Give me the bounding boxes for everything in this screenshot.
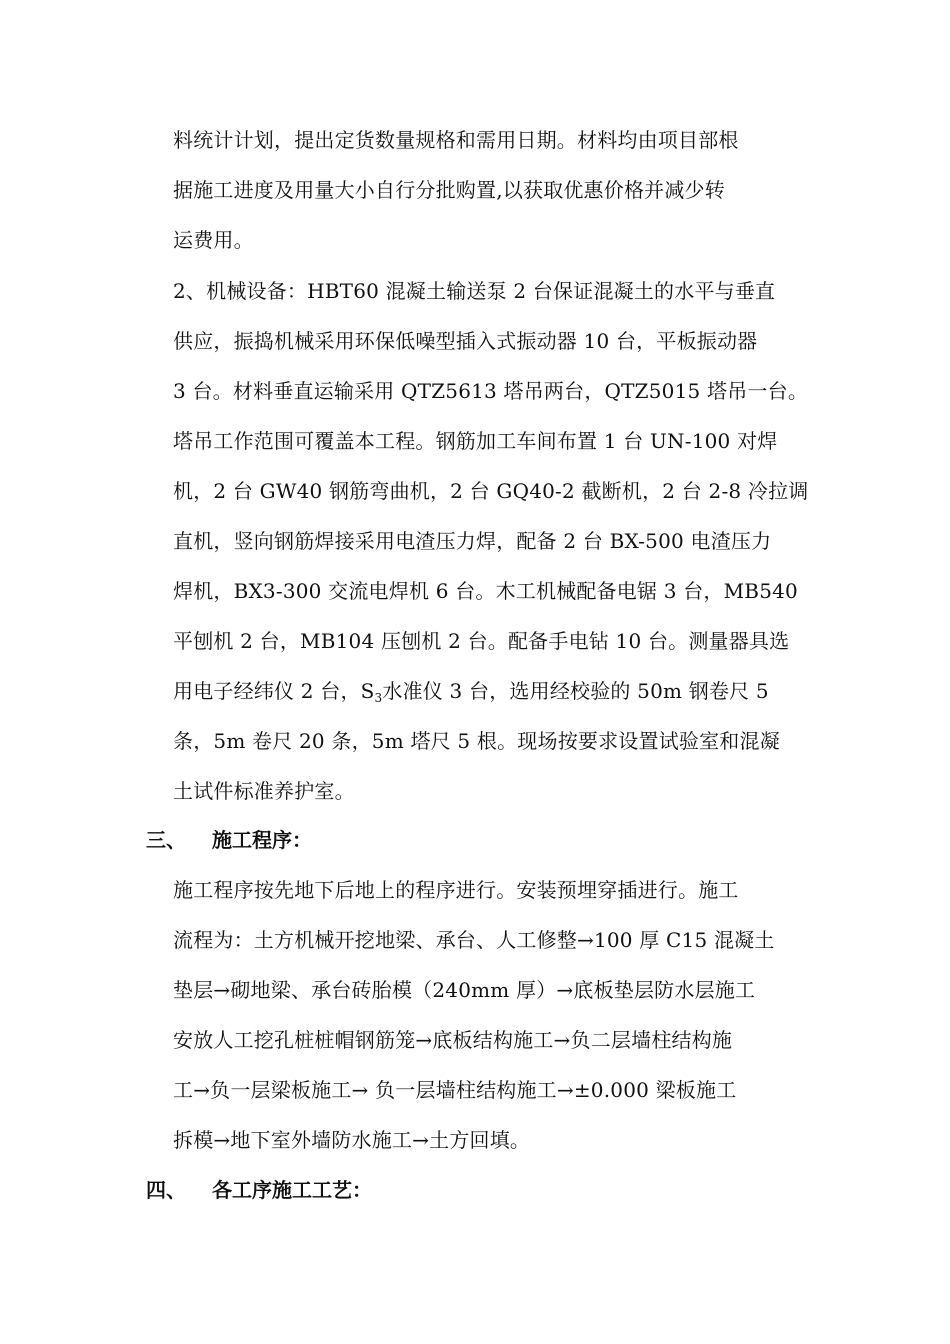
text-line: 直机，竖向钢筋焊接采用电渣压力焊，配备 2 台 BX-500 电渣压力 bbox=[173, 529, 772, 553]
text-line: 运费用。 bbox=[173, 228, 254, 252]
subscript: 3 bbox=[374, 691, 383, 705]
text-line: 垫层→砌地梁、承台砖胎模（240mm 厚）→底板垫层防水层施工 bbox=[173, 978, 756, 1002]
text-segment: 水准仪 3 台，选用经校验的 50m 钢卷尺 5 bbox=[382, 679, 769, 703]
text-line: 2、机械设备：HBT60 混凝土输送泵 2 台保证混凝土的水平与垂直 bbox=[173, 279, 776, 303]
text-line: 焊机，BX3-300 交流电焊机 6 台。木工机械配备电锯 3 台，MB540 bbox=[173, 579, 798, 603]
text-segment: 用电子经纬仪 2 台，S bbox=[173, 679, 375, 703]
section-number: 四、 bbox=[146, 1178, 186, 1202]
text-line: 料统计计划，提出定货数量规格和需用日期。材料均由项目部根 bbox=[173, 128, 739, 152]
text-line-with-subscript bbox=[173, 677, 813, 712]
text-line: 安放人工挖孔桩桩帽钢筋笼→底板结构施工→负二层墙柱结构施 bbox=[173, 1028, 733, 1052]
section-heading bbox=[146, 826, 312, 854]
text-line: 据施工进度及用量大小自行分批购置,以获取优惠价格并减少转 bbox=[173, 178, 725, 202]
text-line: 土试件标准养护室。 bbox=[173, 779, 355, 803]
text-line: 拆模→地下室外墙防水施工→土方回填。 bbox=[173, 1128, 531, 1152]
text-line: 供应，振捣机械采用环保低噪型插入式振动器 10 台，平板振动器 bbox=[173, 329, 758, 353]
text-line: 机，2 台 GW40 钢筋弯曲机，2 台 GQ40-2 截断机，2 台 2-8 冷拉调 bbox=[173, 479, 809, 503]
text-line: 塔吊工作范围可覆盖本工程。钢筋加工车间布置 1 台 UN-100 对焊 bbox=[173, 429, 778, 453]
text-line: 平刨机 2 台，MB104 压刨机 2 台。配备手电钻 10 台。测量器具选 bbox=[173, 629, 790, 653]
text-line: 条，5m 卷尺 20 条，5m 塔尺 5 根。现场按要求设置试验室和混凝 bbox=[173, 729, 780, 753]
section-heading bbox=[146, 1176, 372, 1204]
text-line: 施工程序按先地下后地上的程序进行。安装预埋穿插进行。施工 bbox=[173, 878, 739, 902]
text-line: 流程为：土方机械开挖地梁、承台、人工修整→100 厚 C15 混凝土 bbox=[173, 928, 775, 952]
section-number: 三、 bbox=[146, 828, 186, 852]
text-line: 工→负一层梁板施工→ 负一层墙柱结构施工→±0.000 梁板施工 bbox=[173, 1078, 737, 1102]
text-line: 3 台。材料垂直运输采用 QTZ5613 塔吊两台，QTZ5015 塔吊一台。 bbox=[173, 379, 809, 403]
section-title: 各工序施工工艺： bbox=[212, 1178, 372, 1202]
section-title: 施工程序： bbox=[212, 828, 312, 852]
